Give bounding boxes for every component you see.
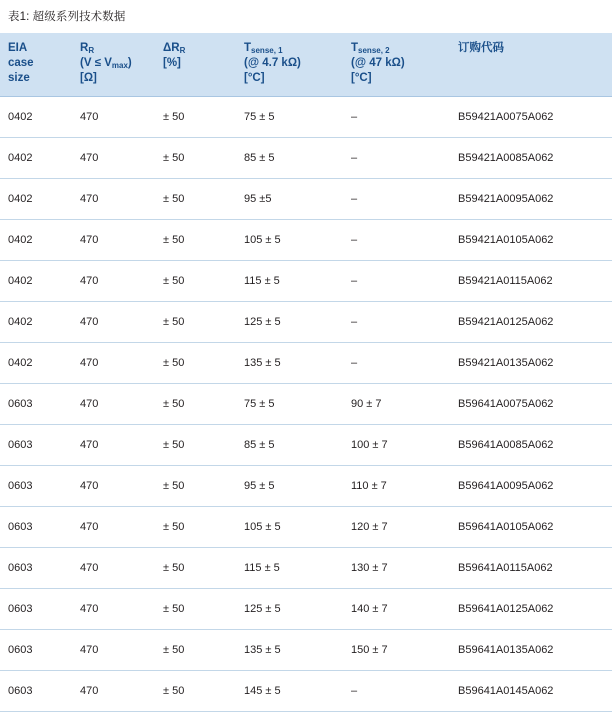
header-ts2-condition: (@ 47 kΩ): [351, 57, 405, 70]
table-row: [0, 178, 612, 219]
cell-delta-rr: ± 50: [155, 219, 236, 260]
cell-tsense1: 105 ± 5: [236, 506, 343, 547]
header-rr-condition: [80, 56, 149, 71]
header-eia-line3: size: [8, 72, 30, 85]
cell-tsense1: 75 ± 5: [236, 383, 343, 424]
cell-rr: 470: [72, 96, 155, 137]
table-caption: 表1: 超级系列技术数据: [8, 11, 126, 23]
cell-delta-rr: ± 50: [155, 383, 236, 424]
cell-delta-rr: ± 50: [155, 137, 236, 178]
cell-delta-rr: ± 50: [155, 629, 236, 670]
technical-data-table: [0, 33, 612, 712]
cell-ordering-code: B59641A0105A062: [450, 506, 612, 547]
cell-rr: 470: [72, 342, 155, 383]
header-eia-line2: case: [8, 57, 34, 70]
cell-rr: 470: [72, 219, 155, 260]
table-row: [0, 629, 612, 670]
cell-tsense2: 90 ± 7: [343, 383, 450, 424]
table-row: [0, 260, 612, 301]
cell-rr: 470: [72, 506, 155, 547]
cell-delta-rr: ± 50: [155, 588, 236, 629]
cell-tsense1: 115 ± 5: [236, 260, 343, 301]
header-rr: [72, 33, 155, 96]
table-row: [0, 383, 612, 424]
cell-tsense1: 95 ±5: [236, 178, 343, 219]
cell-tsense1: 145 ± 5: [236, 670, 343, 711]
table-row: [0, 96, 612, 137]
cell-ordering-code: B59641A0075A062: [450, 383, 612, 424]
cell-ordering-code: B59421A0135A062: [450, 342, 612, 383]
cell-rr: 470: [72, 465, 155, 506]
header-ts2-subscript: sense, 2: [358, 46, 390, 55]
cell-ordering-code: B59421A0085A062: [450, 137, 612, 178]
cell-tsense2: –: [343, 137, 450, 178]
cell-ordering-code: B59641A0125A062: [450, 588, 612, 629]
cell-ordering-code: B59641A0085A062: [450, 424, 612, 465]
cell-delta-rr: ± 50: [155, 96, 236, 137]
cell-rr: 470: [72, 137, 155, 178]
cell-eia-case-size: 0402: [0, 178, 72, 219]
cell-ordering-code: B59641A0095A062: [450, 465, 612, 506]
table-row: [0, 137, 612, 178]
header-ts2-unit: [°C]: [351, 72, 372, 85]
cell-eia-case-size: 0603: [0, 383, 72, 424]
cell-tsense2: –: [343, 342, 450, 383]
cell-ordering-code: B59421A0075A062: [450, 96, 612, 137]
cell-tsense1: 75 ± 5: [236, 96, 343, 137]
cell-eia-case-size: 0402: [0, 137, 72, 178]
cell-tsense2: –: [343, 670, 450, 711]
table-row: [0, 588, 612, 629]
cell-ordering-code: B59421A0115A062: [450, 260, 612, 301]
table-body: [0, 96, 612, 711]
cell-eia-case-size: 0603: [0, 465, 72, 506]
table-row: [0, 547, 612, 588]
table-row: [0, 342, 612, 383]
cell-delta-rr: ± 50: [155, 670, 236, 711]
cell-delta-rr: ± 50: [155, 342, 236, 383]
cell-ordering-code: B59641A0115A062: [450, 547, 612, 588]
header-eia-line1: EIA: [8, 42, 28, 54]
table-row: [0, 424, 612, 465]
cell-rr: 470: [72, 670, 155, 711]
cell-tsense1: 95 ± 5: [236, 465, 343, 506]
header-ts1-unit: [°C]: [244, 72, 265, 85]
cell-tsense2: –: [343, 178, 450, 219]
header-ts1-subscript: sense, 1: [251, 46, 283, 55]
cell-eia-case-size: 0402: [0, 260, 72, 301]
cell-tsense1: 85 ± 5: [236, 424, 343, 465]
cell-ordering-code: B59641A0135A062: [450, 629, 612, 670]
cell-tsense1: 135 ± 5: [236, 629, 343, 670]
cell-tsense1: 125 ± 5: [236, 301, 343, 342]
cell-tsense2: 130 ± 7: [343, 547, 450, 588]
header-rr-condition-close: ): [127, 57, 132, 70]
cell-tsense2: 120 ± 7: [343, 506, 450, 547]
cell-eia-case-size: 0402: [0, 96, 72, 137]
cell-tsense2: 110 ± 7: [343, 465, 450, 506]
cell-rr: 470: [72, 629, 155, 670]
cell-rr: 470: [72, 301, 155, 342]
cell-delta-rr: ± 50: [155, 260, 236, 301]
table-row: [0, 465, 612, 506]
table-header-row: [0, 33, 612, 96]
cell-ordering-code: B59421A0095A062: [450, 178, 612, 219]
table-row: [0, 301, 612, 342]
header-rr-condition-subscript: max: [111, 61, 128, 71]
cell-eia-case-size: 0603: [0, 670, 72, 711]
cell-eia-case-size: 0603: [0, 547, 72, 588]
cell-tsense2: –: [343, 260, 450, 301]
header-ts1-symbol: T: [244, 42, 252, 54]
header-rr-symbol: R: [80, 42, 89, 54]
header-tsense1: [236, 33, 343, 96]
header-rr-subscript: R: [88, 46, 95, 55]
header-drr-subscript: R: [179, 46, 186, 55]
cell-eia-case-size: 0402: [0, 301, 72, 342]
cell-ordering-code: B59421A0125A062: [450, 301, 612, 342]
cell-tsense2: 150 ± 7: [343, 629, 450, 670]
header-delta-rr: [155, 33, 236, 96]
cell-delta-rr: ± 50: [155, 424, 236, 465]
cell-delta-rr: ± 50: [155, 178, 236, 219]
cell-tsense1: 135 ± 5: [236, 342, 343, 383]
table-row: [0, 670, 612, 711]
cell-eia-case-size: 0603: [0, 629, 72, 670]
header-ts2-symbol: T: [351, 42, 359, 54]
cell-tsense2: –: [343, 96, 450, 137]
cell-rr: 470: [72, 260, 155, 301]
cell-tsense2: –: [343, 301, 450, 342]
cell-eia-case-size: 0603: [0, 506, 72, 547]
header-ts1-condition: (@ 4.7 kΩ): [244, 57, 301, 70]
cell-eia-case-size: 0402: [0, 342, 72, 383]
cell-delta-rr: ± 50: [155, 506, 236, 547]
cell-rr: 470: [72, 424, 155, 465]
cell-delta-rr: ± 50: [155, 547, 236, 588]
cell-rr: 470: [72, 547, 155, 588]
cell-eia-case-size: 0603: [0, 424, 72, 465]
cell-tsense2: 100 ± 7: [343, 424, 450, 465]
header-drr-unit: [%]: [163, 57, 181, 70]
header-eia-case-size: [0, 33, 72, 96]
cell-tsense1: 85 ± 5: [236, 137, 343, 178]
table-row: [0, 219, 612, 260]
cell-tsense1: 125 ± 5: [236, 588, 343, 629]
cell-rr: 470: [72, 383, 155, 424]
header-ordering-code: [450, 33, 612, 96]
cell-rr: 470: [72, 178, 155, 219]
cell-tsense2: 140 ± 7: [343, 588, 450, 629]
header-ordering-code-label: 订购代码: [458, 42, 504, 54]
header-rr-condition-text: (V ≤ V: [80, 57, 112, 70]
cell-tsense1: 115 ± 5: [236, 547, 343, 588]
table-row: [0, 506, 612, 547]
header-drr-symbol: ΔR: [163, 42, 180, 54]
cell-delta-rr: ± 50: [155, 301, 236, 342]
cell-eia-case-size: 0402: [0, 219, 72, 260]
cell-delta-rr: ± 50: [155, 465, 236, 506]
cell-ordering-code: B59641A0145A062: [450, 670, 612, 711]
cell-tsense2: –: [343, 219, 450, 260]
header-rr-unit: [Ω]: [80, 72, 97, 85]
cell-tsense1: 105 ± 5: [236, 219, 343, 260]
cell-ordering-code: B59421A0105A062: [450, 219, 612, 260]
table-header: [0, 33, 612, 96]
cell-eia-case-size: 0603: [0, 588, 72, 629]
header-tsense2: [343, 33, 450, 96]
cell-rr: 470: [72, 588, 155, 629]
